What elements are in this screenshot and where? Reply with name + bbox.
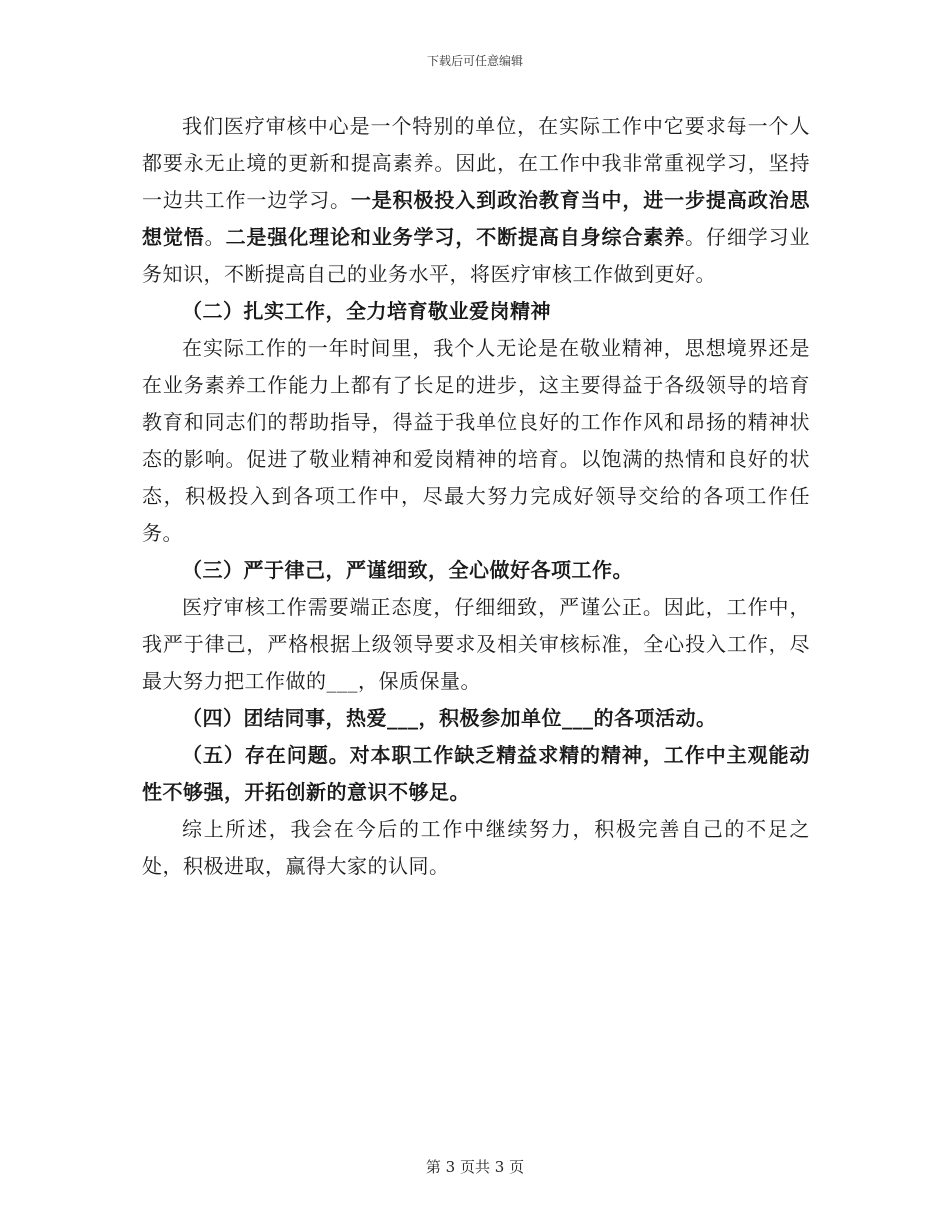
heading-section-4: （四）团结同事，热爱___，积极参加单位___的各项活动。 xyxy=(182,706,717,730)
paragraph-study xyxy=(142,108,810,293)
paragraph-study-end: 。仔细学习业务知识，不断提高自己的业务水平，将医疗审核工作做到更好。 xyxy=(142,225,811,286)
paragraph-study-intro: 我们医疗审核中心是一个特别的单位，在实际工作中它要求每一个人都要永无止境的更新和提高素养。因此，在工作中我非常重视学习，坚持一边共工作一边学习。 xyxy=(142,114,810,212)
page-footer: 第 3 页共 3 页 xyxy=(425,1158,525,1176)
paragraph-study-sep: 。 xyxy=(204,225,226,249)
heading-section-2: （二）扎实工作，全力培育敬业爱岗精神 xyxy=(182,299,551,323)
bold-point-theory: 二是强化理论和业务学习，不断提高自身综合素养 xyxy=(225,225,686,249)
paragraph-conclusion: 综上所述，我会在今后的工作中继续努力，积极完善自己的不足之处，积极进取，赢得大家的认同。 xyxy=(142,817,810,878)
page-header: 下载后可任意编辑 xyxy=(426,54,523,68)
bold-point-politics: 一是积极投入到政治教育当中，进一步提高政治思想觉悟 xyxy=(142,188,811,249)
document-body xyxy=(142,108,810,885)
heading-section-5: （五）存在问题。对本职工作缺乏精益求精的精神，工作中主观能动性不够强，开拓创新的意识不够足。 xyxy=(142,743,810,804)
paragraph-section-2: 在实际工作的一年时间里，我个人无论是在敬业精神，思想境界还是在业务素养工作能力上都有了长足的进步，这主要得益于各级领导的培育教育和同志们的帮助指导，得益于我单位良好的工作作风和昂扬的精神状态的影响。促进了敬业精神和爱岗精神的培育。以饱满的热情和良好的状态，积极投入到各项工作中，尽最大努力完成好领导交给的各项工作任务。 xyxy=(142,336,810,545)
paragraph-section-3: 医疗审核工作需要端正态度，仔细细致，严谨公正。因此，工作中，我严于律己，严格根据上级领导要求及相关审核标准，全心投入工作，尽最大努力把工作做的___，保质保量。 xyxy=(142,595,810,693)
heading-section-3: （三）严于律己，严谨细致，全心做好各项工作。 xyxy=(182,558,633,582)
